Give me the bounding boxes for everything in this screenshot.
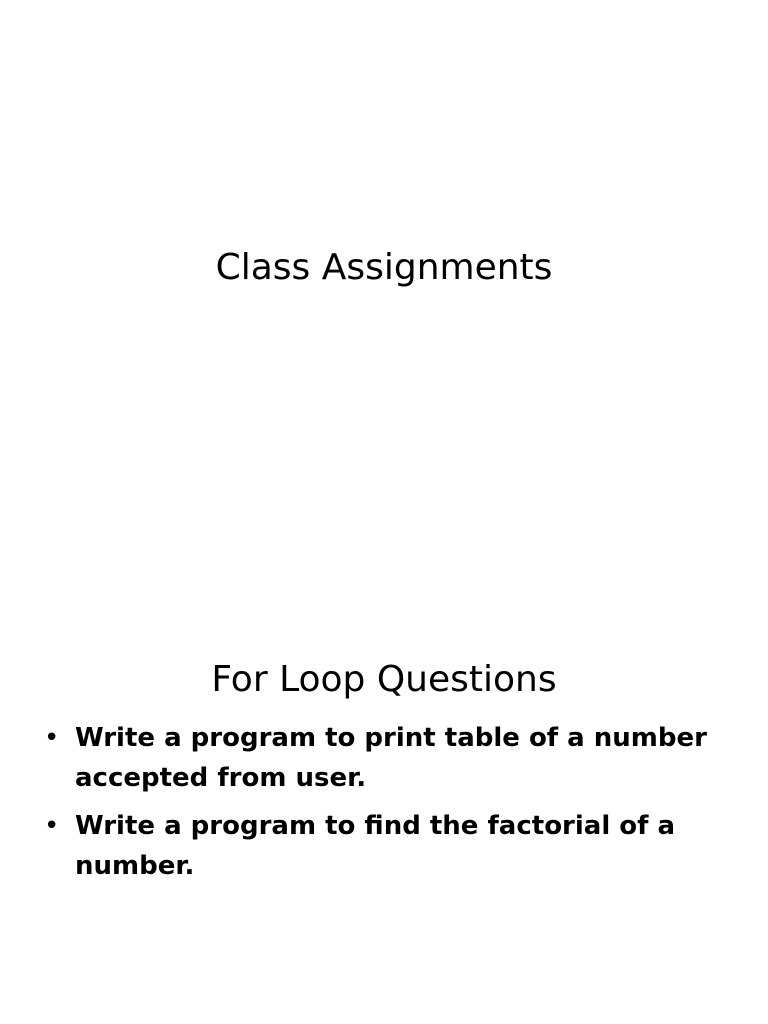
bullet-icon: •	[44, 811, 60, 841]
question-item	[40, 806, 730, 886]
question-list	[40, 718, 730, 894]
slide-heading: For Loop Questions	[211, 658, 557, 700]
slide-title-heading: Class Assignments	[215, 247, 553, 289]
bullet-icon: •	[44, 723, 60, 753]
question-text: Write a program to print table of a number accepted from user.	[75, 723, 707, 793]
question-text: Write a program to find the factorial of a number.	[75, 811, 676, 881]
question-item	[40, 718, 730, 798]
slide-for-loop-questions	[0, 500, 768, 1024]
slide-title	[0, 0, 768, 500]
